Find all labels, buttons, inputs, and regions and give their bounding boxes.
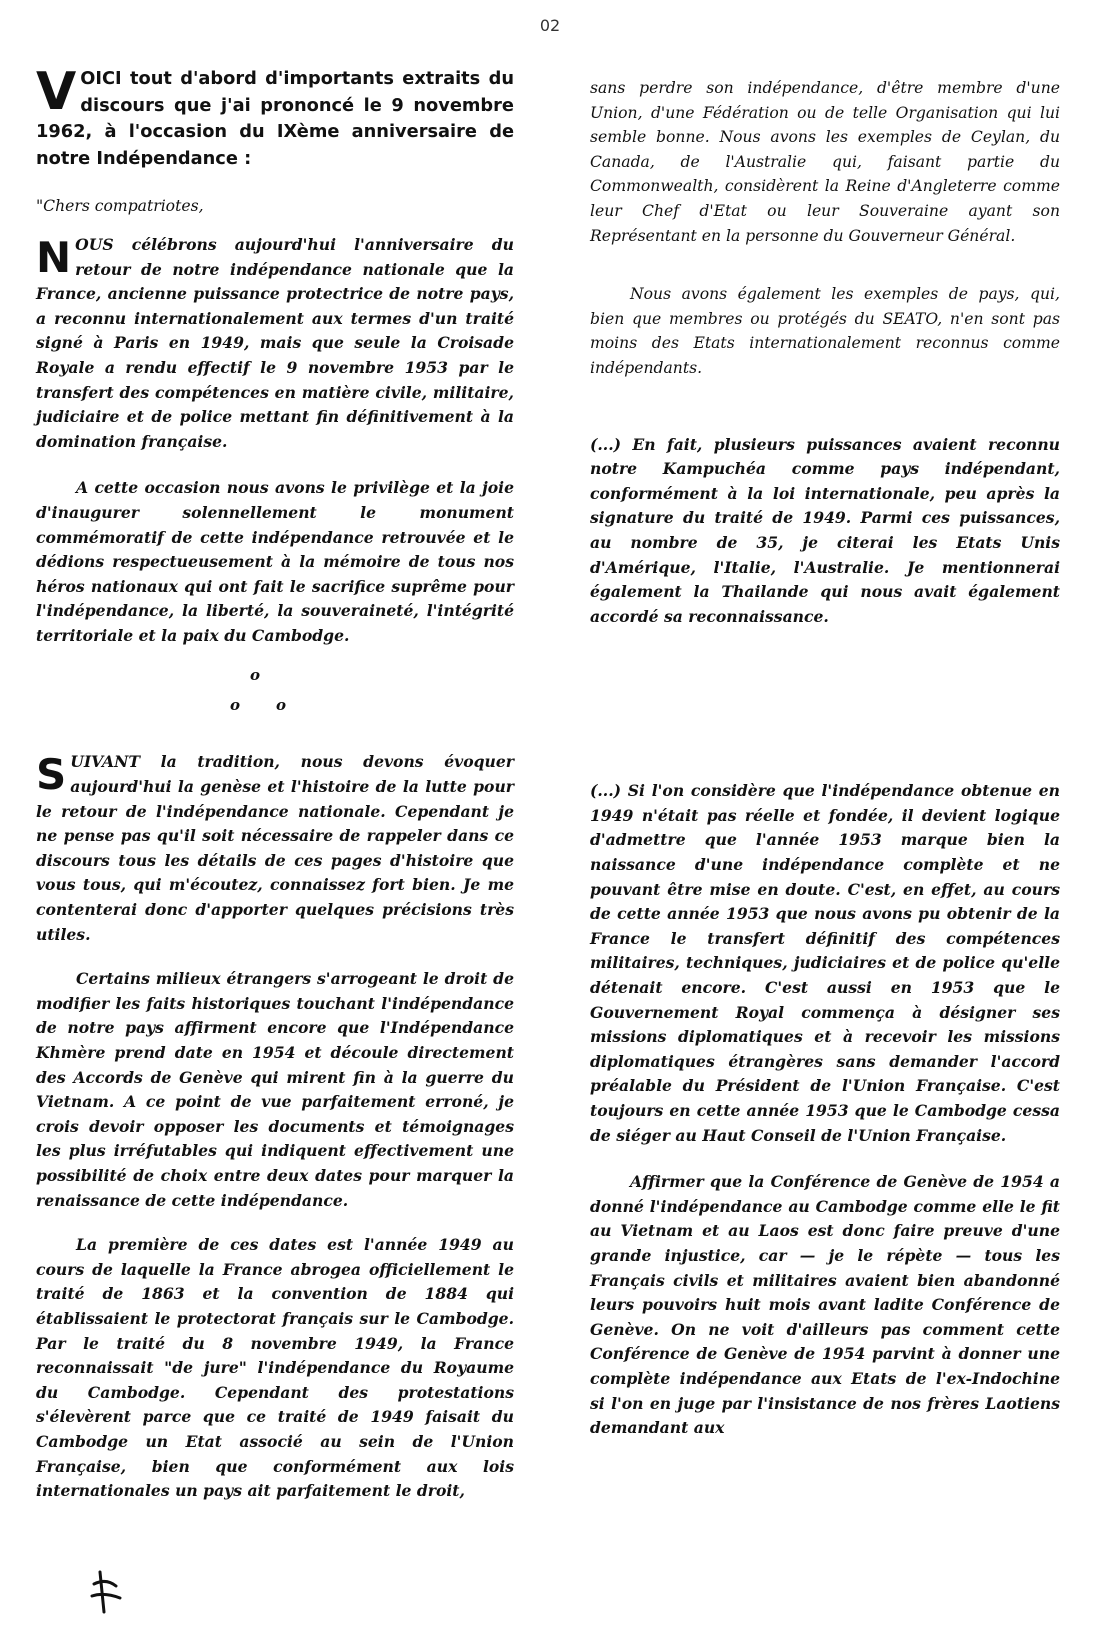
paragraph-celebration bbox=[36, 233, 514, 454]
tradition-dropcap: S bbox=[36, 750, 67, 800]
paragraph-recognition: (...) En fait, plusieurs puissances avaient reconnu notre Kampuchéa comme pays indépendant, conformément à la loi internationale, peu après la signature du traité de 1949. Parmi ces puissances, au nombre de 35, je citerai les Etats Unis d'Amérique, l'Italie, l'Australie. Je mentionnerai également la Thailande qui nous avait également accordé sa reconnaissance. bbox=[590, 434, 1060, 626]
paragraph-monument: A cette occasion nous avons le privilège et la joie d'inaugurer solennellement le monument commémoratif de cette indépendance retrouvée et le dédions respectueusement à la mémoire de tous nos héros nationaux qui ont fait le sacrifice suprême pour l'indépendance, la liberté, la souveraineté, l'intégrité territoriale et la paix du Cambodge. bbox=[36, 478, 514, 645]
intro-text: OICI tout d'abord d'importants extraits du discours que j'ai prononcé le 9 novembre 1962, à l'occasion du IXème anniversaire de notre Indépendance : bbox=[36, 68, 514, 169]
left-column bbox=[36, 62, 514, 1504]
separator-mark: o bbox=[250, 666, 261, 685]
right-column bbox=[590, 76, 1060, 1441]
salutation: "Chers compatriotes, bbox=[36, 197, 204, 216]
paragraph-first-date: La première de ces dates est l'année 1949 au cours de laquelle la France abrogea officiellement le traité de 1863 et la convention de 1884 qui établissaient le protectorat français sur le Cambodge. Par le traité du 8 novembre 1949, la France reconnaissait "de jure" l'indépendance du Royaume du Cambodge. Cependant des protestations s'élevèrent parce que ce traité de 1949 faisait du Cambodge un Etat associé au sein de l'Union Française, bien que conformément aux lois internationales un pays ait parfaitement le droit, bbox=[36, 1235, 514, 1501]
section-separator bbox=[36, 666, 514, 722]
paragraph-seato: Nous avons également les exemples de pays, qui, bien que membres ou protégés du SEATO, n'en sont pas moins des Etats internationalement reconnus comme indépendants. bbox=[590, 285, 1060, 377]
celebration-dropcap: N bbox=[36, 232, 72, 282]
celebration-text: OUS célébrons aujourd'hui l'anniversaire du retour de notre indépendance nationale que la France, ancienne puissance protectrice de notre pays, a reconnu internationalement aux termes d'un traité signé à Paris en 1949, mais que seule la Croisade Royale a rendu effectif le 9 novembre 1953 par le transfert des compétences en matière civile, militaire, judiciaire et de police mettant fin définitivement à la domination française. bbox=[36, 234, 514, 451]
paragraph-foreign-circles: Certains milieux étrangers s'arrogeant le droit de modifier les faits historiques touchant l'indépendance de notre pays affirment encore que l'Indépendance Khmère prend date en 1954 et découle directement des Accords de Genève qui mirent fin à la guerre du Vietnam. A ce point de vue parfaitement erroné, je crois devoir opposer les documents et témoignages les plus irréfutables qui indiquent effectivement une possibilité de choix entre deux dates pour marquer la renaissance de cette indépendance. bbox=[36, 969, 514, 1210]
tradition-text: UIVANT la tradition, nous devons évoquer aujourd'hui la genèse et l'histoire de la lutte pour le retour de l'indépendance nationale. Cependant je ne pense pas qu'il soit nécessaire de rappeler dans ce discours tous les détails de ces pages d'histoire que vous tous, qui m'écoutez, connaissez fort bien. Je me contenterai donc d'apporter quelques précisions très utiles. bbox=[36, 752, 514, 944]
page-number: 02 bbox=[539, 16, 561, 35]
separator-mark: o bbox=[230, 696, 241, 715]
separator-mark: o bbox=[276, 696, 287, 715]
handwritten-mark bbox=[86, 1566, 126, 1616]
paragraph-1953: (...) Si l'on considère que l'indépendance obtenue en 1949 n'était pas réelle et fondée, il devient logique d'admettre que l'année 1953 marque bien la naissance d'une indépendance complète et ne pouvant être mise en doute. C'est, en effet, au cours de cette année 1953 que nous avons pu obtenir de la France le transfert définitif des compétences militaires, techniques, judiciaires et de police qu'elle détenait encore. C'est aussi en 1953 que le Gouvernement Royal commença à désigner ses missions diplomatiques et à recevoir les missions diplomatiques étrangères sans demander l'accord préalable du Président de l'Union Française. C'est toujours en cette année 1953 que le Cambodge cessa de siéger au Haut Conseil de l'Union Française. bbox=[590, 781, 1060, 1145]
intro-dropcap: V bbox=[36, 62, 77, 122]
paragraph-tradition bbox=[36, 750, 514, 947]
paragraph-geneva: Affirmer que la Conférence de Genève de 1954 a donné l'indépendance au Cambodge comme elle le fit au Vietnam et au Laos est donc faire preuve d'une grande injustice, car — je le répète — tous les Français civils et militaires avaient bien abandonné leurs pouvoirs huit mois avant ladite Conférence de Genève. On ne voit d'ailleurs pas comment cette Conférence de Genève de 1954 parvint à donner une complète indépendance aux Etats de l'ex-Indochine si l'on en juge par l'insistance de nos frères Laotiens demandant aux bbox=[590, 1172, 1060, 1438]
paragraph-commonwealth: sans perdre son indépendance, d'être membre d'une Union, d'une Fédération ou de telle Organisation qui lui semble bonne. Nous avons les exemples de Ceylan, du Canada, de l'Australie qui, faisant partie du Commonwealth, considèrent la Reine d'Angleterre comme leur Chef d'Etat ou leur Souveraine ayant son Représentant en la personne du Gouverneur Général. bbox=[590, 79, 1060, 245]
intro-paragraph bbox=[36, 62, 514, 172]
